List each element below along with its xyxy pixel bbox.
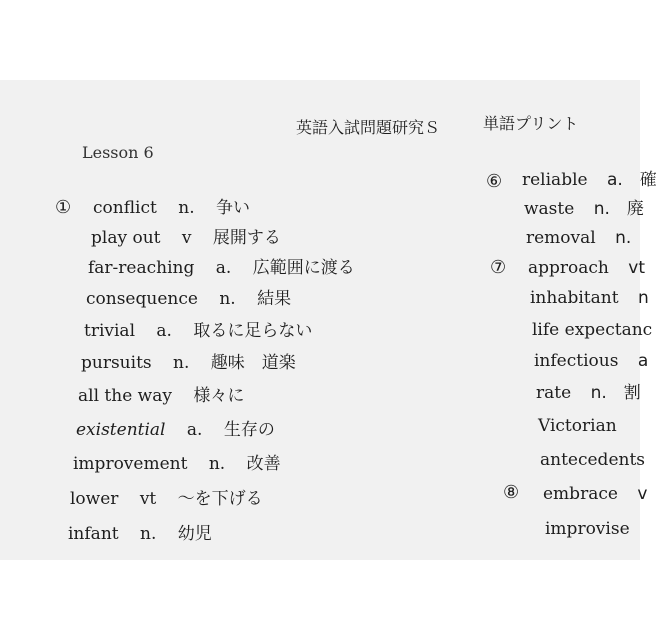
vocab-entry <box>91 228 281 248</box>
vocab-word: improvement <box>73 454 188 474</box>
course-title: 英語入試問題研究Ｓ <box>296 118 441 137</box>
vocab-word: embrace <box>543 484 618 504</box>
vocab-word: far-reaching <box>88 258 195 278</box>
vocab-word: reliable <box>522 170 588 190</box>
vocab-entry <box>543 484 647 504</box>
vocab-rest: vt <box>628 258 646 278</box>
vocab-meaning: ～を下げる <box>177 489 263 509</box>
vocab-entry <box>76 420 275 440</box>
vocab-rest: v <box>637 484 648 504</box>
section-marker-1: ① <box>55 197 72 218</box>
vocab-entry <box>524 199 644 219</box>
vocab-word: approach <box>528 258 609 278</box>
vocabulary-handout <box>0 80 657 560</box>
vocab-word: infant <box>68 524 119 544</box>
vocab-entry <box>68 524 212 544</box>
vocab-pos: n. <box>140 524 157 544</box>
vocab-entry <box>526 228 631 248</box>
vocab-entry <box>70 489 263 509</box>
vocab-meaning: 取るに足らない <box>193 321 313 341</box>
vocab-pos: n. <box>219 289 236 309</box>
vocab-entry <box>84 321 312 341</box>
vocab-word: play out <box>91 228 161 248</box>
vocab-word: conflict <box>93 198 157 218</box>
vocab-word: pursuits <box>81 353 152 373</box>
vocab-entry <box>88 258 355 278</box>
vocab-pos: a. <box>156 321 172 341</box>
vocab-meaning: 生存の <box>223 420 275 440</box>
vocab-entry <box>534 351 648 371</box>
section-marker-6: ⑥ <box>486 171 503 192</box>
vocab-entry <box>522 170 657 190</box>
vocab-entry <box>530 288 649 308</box>
section-marker-7: ⑦ <box>490 257 507 278</box>
vocab-rest: n <box>637 288 649 308</box>
vocab-entry <box>532 320 652 340</box>
vocab-entry <box>73 454 281 474</box>
vocab-pos: a. <box>186 420 203 440</box>
vocab-rest: a <box>637 351 649 371</box>
vocab-rest: n. 廃 <box>593 199 644 219</box>
vocab-entry <box>536 383 641 403</box>
vocab-meaning: 幼児 <box>177 524 212 544</box>
vocab-word: removal <box>526 228 596 248</box>
vocab-meaning: 趣味 道楽 <box>210 353 296 373</box>
vocab-word: antecedents <box>540 450 646 470</box>
vocab-meaning: 展開する <box>212 228 281 248</box>
lesson-label: Lesson 6 <box>82 143 154 162</box>
vocab-word: consequence <box>86 289 198 309</box>
section-marker-8: ⑧ <box>503 482 520 503</box>
vocab-entry <box>86 289 291 309</box>
vocab-word: rate <box>536 383 572 403</box>
vocab-word: Victorian <box>538 416 617 436</box>
vocab-pos: n. <box>173 353 190 373</box>
vocab-meaning: 改善 <box>246 454 281 474</box>
vocab-entry <box>78 386 244 406</box>
vocab-entry <box>81 353 296 373</box>
vocab-rest: n. 割 <box>590 383 641 403</box>
vocab-word: waste <box>524 199 575 219</box>
vocab-entry <box>545 519 630 539</box>
vocab-entry <box>538 416 617 436</box>
vocab-word: lower <box>70 489 119 509</box>
vocab-word: trivial <box>84 321 136 341</box>
vocab-meaning: 広範囲に渡る <box>252 258 355 278</box>
vocab-word: life expectanc <box>532 320 653 340</box>
vocab-entry <box>528 258 645 278</box>
vocab-word: existential <box>76 420 166 440</box>
vocab-pos: vt <box>139 489 157 509</box>
vocab-meaning: 争い <box>216 198 251 218</box>
vocab-word: improvise <box>545 519 630 539</box>
vocab-pos: v <box>181 228 192 248</box>
vocab-word: infectious <box>534 351 619 371</box>
vocab-entry <box>93 198 250 218</box>
vocab-entry <box>540 450 645 470</box>
vocab-word: all the way <box>78 386 172 406</box>
vocab-meaning: 結果 <box>257 289 292 309</box>
vocab-meaning: 様々に <box>193 386 245 406</box>
vocab-rest: a. 確 <box>606 170 657 190</box>
vocab-word: inhabitant <box>530 288 619 308</box>
handout-title: 単語プリント <box>483 114 579 133</box>
vocab-pos: n. <box>178 198 195 218</box>
vocab-pos: n. <box>208 454 226 474</box>
vocab-rest: n. <box>615 228 632 248</box>
vocab-pos: a. <box>215 258 232 278</box>
